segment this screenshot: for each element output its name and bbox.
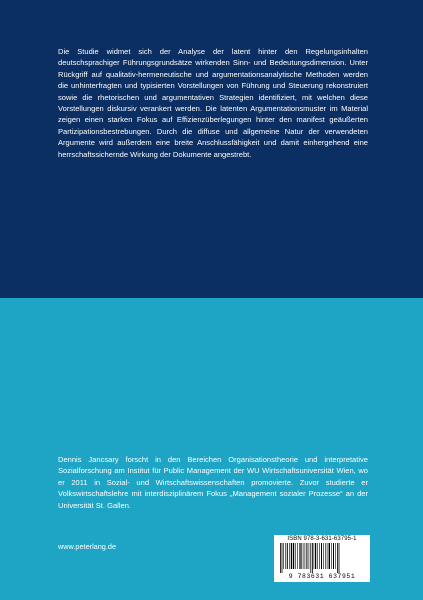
barcode-bar <box>293 543 294 569</box>
barcode-bar <box>339 543 340 573</box>
barcode-bar <box>295 543 296 569</box>
barcode-bar <box>315 543 316 569</box>
barcode-bar <box>327 543 328 569</box>
barcode-bar <box>333 543 334 569</box>
barcode-bar <box>289 543 290 569</box>
barcode-digits: 9 783631 637951 <box>288 573 356 580</box>
barcode-bar <box>335 543 336 569</box>
barcode-bar <box>300 543 301 569</box>
barcode-bar <box>310 543 311 573</box>
barcode-bar <box>319 543 320 569</box>
barcode-bar <box>317 543 318 569</box>
barcode-bars <box>278 543 366 573</box>
barcode-bar <box>280 543 281 573</box>
barcode-bar <box>309 543 310 569</box>
barcode-bar <box>325 543 326 569</box>
barcode-bar <box>321 543 322 569</box>
barcode-bar <box>291 543 292 569</box>
barcode-bar <box>285 543 286 569</box>
publisher-website[interactable]: www.peterlang.de <box>58 542 117 551</box>
barcode-bar <box>314 543 315 569</box>
top-panel <box>0 0 423 298</box>
barcode-bar <box>297 543 298 569</box>
barcode-bar <box>329 543 330 569</box>
barcode-bar <box>305 543 306 569</box>
barcode-bar <box>312 543 313 573</box>
barcode-bar <box>337 543 338 573</box>
isbn-label: ISBN 978-3-631-63795-1 <box>287 536 357 542</box>
barcode-bar <box>323 543 324 569</box>
author-bio: Dennis Jancsary forscht in den Bereichen Organisationstheorie und interpretative Sozialforschung am Institut für Public Management der WU Wirtschaftsuniversität Wien, wo er 2011 in Sozial- und Wirtschaftswissenschaften promovierte. Zuvor studierte er Volkswirtschaftslehre mit interdisziplinärem Fokus „Management sozialer Prozesse“ an der Universität St. Gallen. <box>58 455 368 510</box>
isbn-barcode <box>274 535 370 582</box>
barcode-bar <box>306 543 307 569</box>
barcode-bar <box>303 543 304 569</box>
barcode-bar <box>287 543 288 569</box>
barcode-bar <box>283 543 284 569</box>
barcode-bar <box>331 543 332 569</box>
barcode-bar <box>282 543 283 573</box>
abstract-text: Die Studie widmet sich der Analyse der latent hinter den Regelungsinhalten deutschsprachiger Führungsgrundsätze wirkenden Sinn- und Bedeutungsdimension. Unter Rückgriff auf qualitativ-hermeneutische und argumentationsanalytische Methoden werden die unhinterfragten und typisierten Vorstellungen von Führung und Steuerung rekonstruiert sowie die rhetorischen und argumentativen Strategien identifiziert, mit welchen diese Vorstellungen diskursiv verankert werden. Die latenten Argumentationsmuster im Material zeigen einen starken Fokus auf Effizienzüberlegungen hinter den manifest geäußerten Partizipationsbestrebungen. Durch die diffuse und allgemeine Natur der verwendeten Argumente wird außerdem eine breite Anschlussfähigkeit und damit einhergehend eine herrschaftssichernde Wirkung der Dokumente angestrebt. <box>58 47 368 159</box>
barcode-bar <box>299 543 300 569</box>
